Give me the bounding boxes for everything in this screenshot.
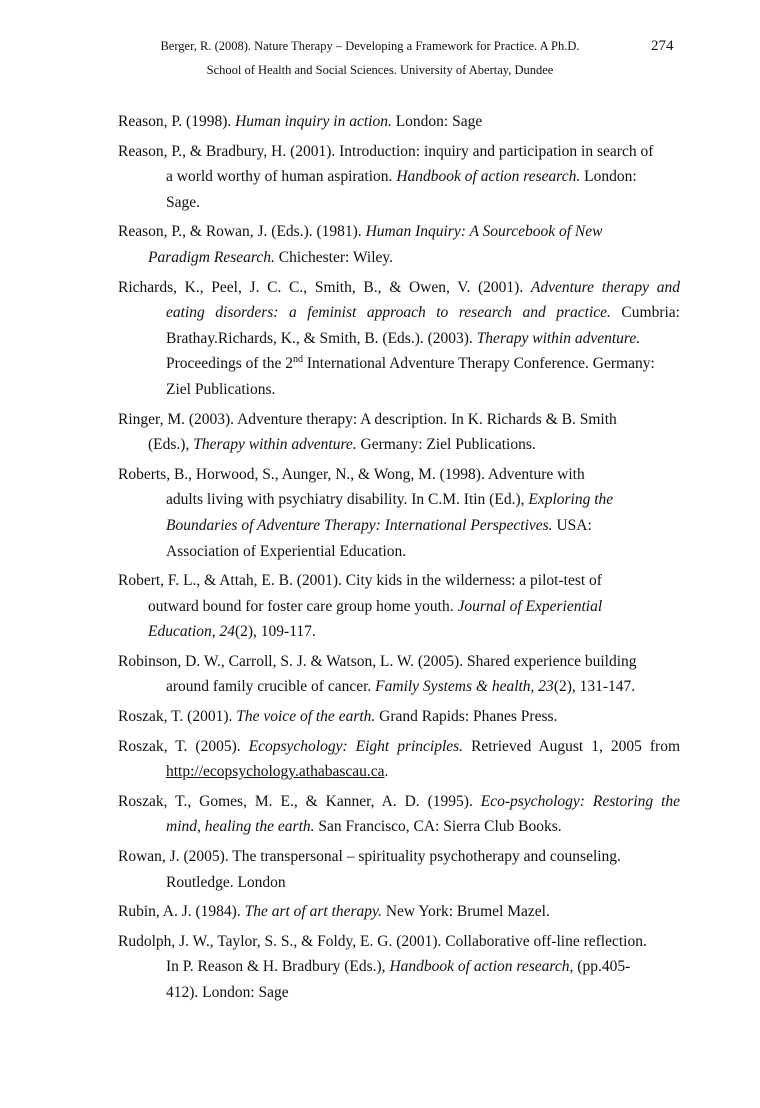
reference-title: Exploring the bbox=[528, 491, 614, 509]
reference-text: Proceedings of the 2 bbox=[166, 355, 293, 373]
reference-text: outward bound for foster care group home youth. bbox=[148, 597, 458, 615]
reference-entry bbox=[118, 139, 680, 216]
reference-title: Paradigm Research. bbox=[148, 248, 275, 266]
reference-text: Ziel Publications. bbox=[166, 380, 276, 398]
reference-text: (2), 109-117. bbox=[234, 623, 316, 641]
reference-text: Ringer, M. (2003). Adventure therapy: A description. In K. Richards & B. Smith bbox=[118, 410, 617, 428]
reference-text: (pp.405- bbox=[573, 958, 631, 976]
reference-entry bbox=[118, 704, 680, 730]
reference-title: The art of art therapy. bbox=[244, 903, 382, 921]
reference-text: Rudolph, J. W., Taylor, S. S., & Foldy, E. G. (2001). Collaborative off-line reflection. bbox=[118, 932, 647, 950]
reference-text: Routledge. London bbox=[166, 873, 286, 891]
reference-text: New York: Brumel Mazel. bbox=[381, 903, 550, 921]
reference-entry bbox=[118, 275, 680, 403]
reference-entry bbox=[118, 462, 680, 564]
reference-text: In P. Reason & H. Bradbury (Eds.), bbox=[166, 958, 390, 976]
reference-entry bbox=[118, 899, 680, 925]
reference-text: London: Sage bbox=[391, 113, 483, 130]
reference-title: Education, 24 bbox=[148, 623, 235, 641]
reference-entry bbox=[118, 929, 680, 1006]
reference-title: Therapy within adventure. bbox=[193, 436, 357, 454]
reference-text: International Adventure Therapy Conference. Germany: bbox=[302, 355, 655, 373]
reference-title: Family Systems & health, 23 bbox=[375, 678, 554, 696]
page-number: 274 bbox=[651, 38, 674, 54]
reference-text: Germany: Ziel Publications. bbox=[356, 436, 536, 454]
reference-title: Journal of Experiential bbox=[457, 597, 603, 615]
page-header bbox=[0, 34, 760, 82]
reference-entry bbox=[118, 734, 680, 785]
reference-entry bbox=[118, 649, 680, 700]
reference-text: Cumbria: bbox=[610, 304, 680, 322]
header-institution-line: School of Health and Social Sciences. University of Abertay, Dundee bbox=[206, 63, 554, 77]
reference-title: The voice of the earth. bbox=[236, 708, 376, 726]
reference-title: mind, healing the earth. bbox=[166, 818, 315, 836]
reference-entry bbox=[118, 407, 680, 458]
reference-text: Roszak, T. (2001). bbox=[118, 708, 237, 726]
reference-text: Retrieved August 1, 2005 from bbox=[463, 737, 680, 755]
reference-text: a world worthy of human aspiration. bbox=[166, 168, 397, 186]
reference-text: Grand Rapids: Phanes Press. bbox=[375, 708, 558, 726]
reference-text: Brathay.Richards, K., & Smith, B. (Eds.). (2003). bbox=[166, 329, 477, 347]
reference-entry bbox=[118, 219, 680, 270]
reference-title: Handbook of action research. bbox=[396, 168, 581, 186]
reference-text: adults living with psychiatry disability. In C.M. Itin (Ed.), bbox=[166, 491, 529, 509]
reference-text: San Francisco, CA: Sierra Club Books. bbox=[314, 818, 562, 836]
reference-text: USA: bbox=[552, 516, 592, 534]
reference-text: London: bbox=[580, 168, 637, 186]
reference-list bbox=[118, 109, 680, 1010]
reference-text: Robert, F. L., & Attah, E. B. (2001). City kids in the wilderness: a pilot-test of bbox=[118, 572, 602, 590]
reference-text: Roszak, T., Gomes, M. E., & Kanner, A. D. (1995). bbox=[118, 792, 481, 810]
ordinal-superscript: nd bbox=[292, 354, 303, 366]
reference-text: (2), 131-147. bbox=[553, 678, 636, 696]
header-citation-line: Berger, R. (2008). Nature Therapy – Developing a Framework for Practice. A Ph.D. bbox=[160, 39, 580, 53]
reference-text: Reason, P., & Bradbury, H. (2001). Introduction: inquiry and participation in search of bbox=[118, 142, 654, 160]
reference-entry bbox=[118, 568, 680, 645]
reference-text: around family crucible of cancer. bbox=[166, 678, 376, 696]
reference-text: (Eds.), bbox=[148, 436, 194, 454]
reference-title: Ecopsychology: Eight principles. bbox=[248, 737, 464, 755]
reference-text: Rowan, J. (2005). The transpersonal – spirituality psychotherapy and counseling. bbox=[118, 848, 621, 866]
reference-text: Robinson, D. W., Carroll, S. J. & Watson, L. W. (2005). Shared experience building bbox=[118, 652, 637, 670]
reference-title: Eco-psychology: Restoring the bbox=[480, 792, 681, 810]
reference-text: Reason, P. (1998). bbox=[118, 113, 236, 130]
reference-title: Human Inquiry: A Sourcebook of New bbox=[365, 223, 603, 241]
reference-title: Handbook of action research, bbox=[389, 958, 574, 976]
reference-text: Association of Experiential Education. bbox=[166, 542, 407, 560]
reference-text: Rubin, A. J. (1984). bbox=[118, 903, 245, 921]
reference-text: Reason, P., & Rowan, J. (Eds.). (1981). bbox=[118, 223, 366, 241]
reference-title: Human inquiry in action. bbox=[235, 113, 392, 130]
reference-entry bbox=[118, 789, 680, 840]
reference-title: Therapy within adventure. bbox=[476, 329, 641, 347]
reference-title: eating disorders: a feminist approach to research and practice. bbox=[166, 304, 611, 322]
reference-entry bbox=[118, 844, 680, 895]
reference-text: Roberts, B., Horwood, S., Aunger, N., & Wong, M. (1998). Adventure with bbox=[118, 465, 585, 483]
reference-title: Adventure therapy and bbox=[530, 278, 680, 296]
reference-text: Chichester: Wiley. bbox=[274, 248, 394, 266]
reference-text: . bbox=[384, 763, 389, 781]
reference-text: Sage. bbox=[166, 193, 201, 211]
reference-title: Boundaries of Adventure Therapy: International Perspectives. bbox=[166, 516, 553, 534]
reference-text: Roszak, T. (2005). bbox=[118, 737, 249, 755]
ecopsychology-link[interactable]: http://ecopsychology.athabascau.ca bbox=[166, 763, 385, 781]
reference-text: 412). London: Sage bbox=[166, 984, 289, 1001]
reference-text: Richards, K., Peel, J. C. C., Smith, B., & Owen, V. (2001). bbox=[118, 278, 531, 296]
reference-entry bbox=[118, 109, 680, 135]
